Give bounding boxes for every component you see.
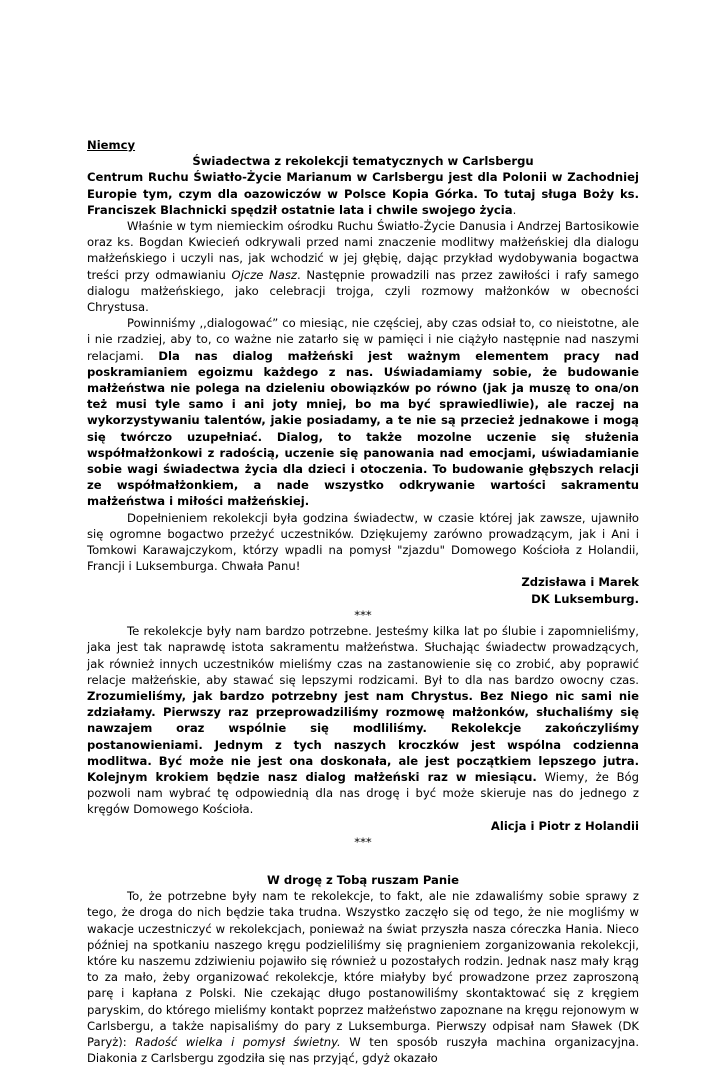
separator-2: *** xyxy=(354,834,372,849)
section2-paragraph-1 xyxy=(87,623,639,817)
section1-p2-bold: Dla nas dialog małżeński jest ważnym elementem pracy nad poskramianiem egoizmu każdego z nas. Uświadamiamy sobie, że budowanie małżeństwa nie polega na dzieleniu obowiązków po równo (jak ja muszę to ona/on też musi tyle samo i ani joty mniej, bo ma być sprawiedliwie), ale raczej na wykorzystywaniu talentów, jakie posiadamy, a te nie są przecież jednakowe i mogą się twórczo uzupełniać. Dialog, to także mozolne uczenie się służenia współmałżonkowi z radością, uczenie się panowania nad emocjami, uświadamianie sobie wagi świadectwa życia dla dzieci i otoczenia. To budowanie głębszych relacji ze współmałżonkiem, a nade wszystko odkrywanie wartości sakramentu małżeństwa i miłości małżeńskiej. xyxy=(87,348,639,509)
section1-signature-names: Zdzisława i Marek xyxy=(521,575,639,590)
section2-p1-bold: Zrozumieliśmy, jak bardzo potrzebny jest nam Chrystus. Bez Niego nic sami nie zdziałamy. Pierwszy raz przeprowadziliśmy rozmowę małżonków, słuchaliśmy się nawzajem oraz wspólnie się modliliśmy. Rekolekcje zakończyliśmy postanowieniami. Jednym z tych naszych kroczków jest wspólna codzienna modlitwa. Być może nie jest ona doskonała, ale jest początkiem lepszego jutra. Kolejnym krokiem będzie nasz dialog małżeński raz w miesiącu. xyxy=(87,688,639,784)
section1-paragraph-1 xyxy=(87,218,639,315)
section2-signature: Alicja i Piotr z Holandii xyxy=(490,818,639,833)
document-page xyxy=(87,137,639,1066)
section1-p2-text-a: Powinniśmy ,,dialogować” co miesiąc, nie częściej, aby czas odsiał to, co nieistotne, ale i nie rzadziej, aby to, co ważne nie zatarło się w pamięci i nie ciążyło następnie nad naszymi relacjami. xyxy=(87,316,639,363)
section1-signature-group: DK Luksemburg. xyxy=(531,591,639,606)
section3-paragraph-1 xyxy=(87,888,639,1066)
section3-p1-italic: Radość wielka i pomysł świetny. xyxy=(135,1034,341,1049)
section3-title: W drogę z Tobą ruszam Panie xyxy=(267,872,459,887)
section1-p1-text-b: . Następnie prowadzili nas przez zawiłości i rafy samego dialogu małżeńskiego, jako celebracji trojga, czyli rozmowy małżonków w obecności Chrystusa. xyxy=(87,267,639,315)
section1-p1-italic: Ojcze Nasz xyxy=(231,267,298,282)
section1-lead-end: . xyxy=(512,202,517,217)
section3-p1-text-b: W ten sposób ruszyła machina organizacyjna. Diakonia z Carlsbergu zgodziła się nas przyjąć, gdyż okazało xyxy=(87,1034,639,1066)
separator-1: *** xyxy=(354,607,372,622)
section3-p1-text-a: To, że potrzebne były nam te rekolekcje, to fakt, ale nie zdawaliśmy sobie sprawy z tego, że droga do nich będzie taka trudna. Wszystko zaczęło się od tego, że nie mogliśmy w wakacje uczestniczyć w rekolekcjach, ponieważ na świat przyszła nasza córeczka Hania. Nieco później na spotkaniu naszego kręgu podzieliliśmy się pragnieniem zorganizowania rekolekcji, które ku naszemu zdziwieniu pojawiło się również u pozostałych rodzin. Jednak nasz mały krąg to za mało, żeby organizować rekolekcje, które miałyby być prowadzone przez zaproszoną parę i kapłana z Polski. Nie czekając długo postanowiliśmy skontaktować się z kręgiem paryskim, do którego mieliśmy kontakt poprzez małżeństwo zapoznane na kręgu rejonowym w Carlsbergu, a także napisaliśmy do pary z Luksemburga. Pierwszy odpisał nam Sławek (DK Paryż): xyxy=(87,889,639,1049)
country-heading: Niemcy xyxy=(87,138,136,152)
section1-lead xyxy=(87,169,639,218)
spacer xyxy=(87,850,639,872)
section1-lead-text: Centrum Ruchu Światło-Życie Marianum w Carlsbergu jest dla Polonii w Zachodniej Europie tym, czym dla oazowiczów w Polsce Kopia Górka. To tutaj sługa Boży ks. Franciszek Blachnicki spędził ostatnie lata i chwile swojego życia xyxy=(87,170,639,217)
section2-p1-text-a: Te rekolekcje były nam bardzo potrzebne. Jesteśmy kilka lat po ślubie i zapomnieliśmy, jaka jest tak naprawdę istota sakramentu małżeństwa. Słuchając świadectw prowadzących, jak również innych uczestników mieliśmy czas na zastanowienie się co zrobić, aby poprawić relacje małżeńskie, aby stawać się lepszymi rodzicami. Był to dla nas bardzo owocny czas. xyxy=(87,624,639,687)
section1-paragraph-3: Dopełnieniem rekolekcji była godzina świadectw, w czasie której jak zawsze, ujawniło się ogromne bogactwo przeżyć uczestników. Dziękujemy zarówno prowadzącym, jak i Ani i Tomkowi Karawajczykom, którzy wpadli na pomysł "zjazdu" Domowego Kościoła z Holandii, Francji i Luksemburga. Chwała Panu! xyxy=(87,510,639,574)
section1-title: Świadectwa z rekolekcji tematycznych w Carlsbergu xyxy=(192,154,534,169)
section1-p1-text-a: Właśnie w tym niemieckim ośrodku Ruchu Światło-Życie Danusia i Andrzej Bartosikowie oraz ks. Bogdan Kwiecień odkrywali przed nami znaczenie modlitwy małżeńskiej dla dialogu małżeńskiego i uczyli nas, jak wchodzić w jej głębię, dając przykład wydobywania bogactwa treści przy odmawianiu xyxy=(87,219,639,282)
section1-paragraph-2 xyxy=(87,315,639,509)
section2-p1-text-b: Wiemy, że Bóg pozwoli nam wybrać tę odpowiednią dla nas drogę i być może skieruje nas do jednego z kręgów Domowego Kościoła. xyxy=(87,769,639,817)
